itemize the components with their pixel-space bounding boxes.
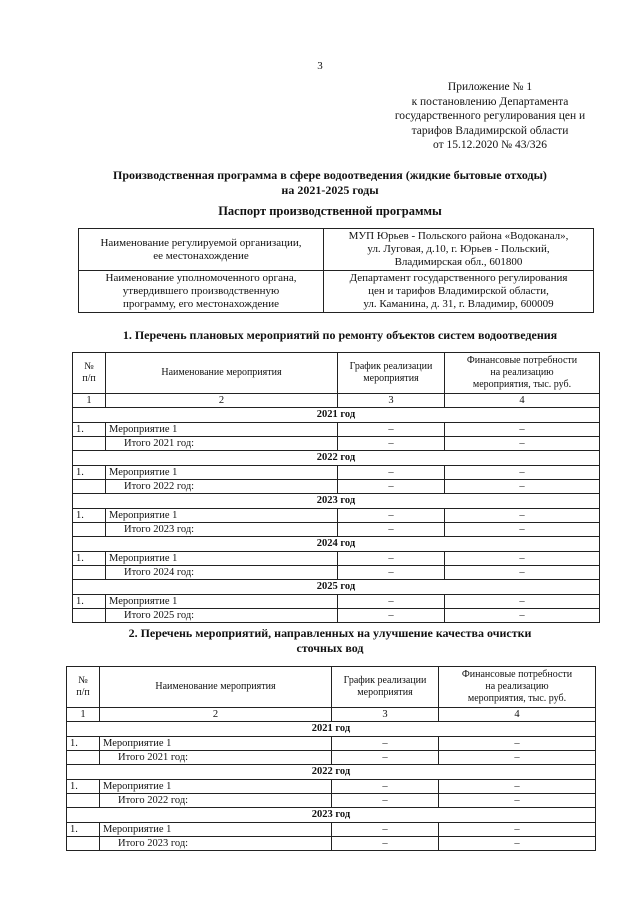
cell-text: Итого 2025 год: bbox=[106, 609, 338, 623]
cell-text: Итого 2021 год: bbox=[106, 437, 338, 451]
cell-text: 4 bbox=[445, 394, 600, 408]
section1-title: 1. Перечень плановых мероприятий по ремонту объектов систем водоотведения bbox=[122, 328, 558, 342]
cell-text: Финансовые потребности bbox=[466, 355, 578, 366]
total-row bbox=[73, 480, 600, 494]
table-row bbox=[67, 737, 596, 751]
cell-text: – bbox=[445, 523, 600, 537]
section2-title-line: 2. Перечень мероприятий, направленных на улучшение качества очистки bbox=[128, 626, 532, 640]
cell-text: п/п bbox=[82, 373, 96, 384]
year-row bbox=[73, 537, 600, 552]
cell-text: Мероприятие 1 bbox=[100, 737, 332, 751]
cell-text: – bbox=[338, 423, 445, 437]
passport-table bbox=[78, 228, 594, 313]
cell-text: – bbox=[338, 437, 445, 451]
table-index-row bbox=[73, 394, 600, 408]
table-index-row bbox=[67, 708, 596, 722]
cell-text: Финансовые потребности bbox=[461, 669, 573, 680]
cell-text: Мероприятие 1 bbox=[106, 509, 338, 523]
table-row bbox=[67, 823, 596, 837]
total-row bbox=[67, 837, 596, 851]
cell-text: 4 bbox=[439, 708, 596, 722]
total-row bbox=[67, 751, 596, 765]
total-row bbox=[73, 566, 600, 580]
header-finance bbox=[445, 353, 600, 394]
cell-text: График реализации bbox=[349, 361, 433, 372]
cell-text: утвердившего производственную bbox=[122, 285, 280, 297]
program-title-line: на 2021-2025 годы bbox=[281, 182, 379, 197]
section2-title bbox=[80, 626, 580, 655]
cell-text: Мероприятие 1 bbox=[100, 823, 332, 837]
header-name: Наименование мероприятия bbox=[106, 353, 338, 394]
cell-text: Итого 2022 год: bbox=[100, 794, 332, 808]
cell-text: 2 bbox=[100, 708, 332, 722]
cell-text: ее местонахождение bbox=[153, 249, 249, 262]
cell-text: – bbox=[445, 423, 600, 437]
cell-text: – bbox=[338, 466, 445, 480]
cell-text: – bbox=[439, 751, 596, 765]
cell-text: мероприятия bbox=[363, 373, 419, 384]
year-row bbox=[73, 494, 600, 509]
cell-text: – bbox=[338, 509, 445, 523]
cell-text: 1. bbox=[73, 595, 106, 609]
cell-text: – bbox=[439, 780, 596, 794]
table-row bbox=[67, 780, 596, 794]
cell-text: – bbox=[445, 480, 600, 494]
appendix-line: тарифов Владимирской области bbox=[411, 124, 569, 137]
cell-text: Владимирская обл., 601800 bbox=[394, 256, 523, 268]
total-row bbox=[73, 523, 600, 537]
cell-text: Итого 2022 год: bbox=[106, 480, 338, 494]
cell-text: Наименование регулируемой организации, bbox=[100, 236, 302, 249]
table-row bbox=[73, 423, 600, 437]
cell-text: – bbox=[338, 480, 445, 494]
cell-text: График реализации bbox=[343, 675, 427, 686]
passport-label-cell bbox=[79, 229, 324, 271]
cell-text: мероприятия, тыс. руб. bbox=[472, 379, 572, 390]
cell-text: Департамент государственного регулирования bbox=[349, 272, 568, 284]
cell-text: Итого 2023 год: bbox=[100, 837, 332, 851]
cell-text: на реализацию bbox=[485, 681, 549, 692]
cell-text: 3 bbox=[338, 394, 445, 408]
year-row bbox=[67, 808, 596, 823]
cell-text: 2 bbox=[106, 394, 338, 408]
table-row bbox=[73, 466, 600, 480]
cell-text: программу, его местонахождение bbox=[123, 298, 279, 310]
cell-text: – bbox=[445, 509, 600, 523]
cell-text: – bbox=[332, 837, 439, 851]
cell-text: Мероприятие 1 bbox=[106, 423, 338, 437]
cell-text: – bbox=[445, 437, 600, 451]
table-cell bbox=[73, 437, 106, 451]
cell-text: Мероприятие 1 bbox=[106, 466, 338, 480]
cell-text: Итого 2023 год: bbox=[106, 523, 338, 537]
cell-text: – bbox=[332, 737, 439, 751]
header-finance bbox=[439, 667, 596, 708]
cell-text: Итого 2021 год: bbox=[100, 751, 332, 765]
year-row bbox=[73, 580, 600, 595]
treatment-measures-table bbox=[66, 666, 596, 851]
table-cell bbox=[67, 794, 100, 808]
cell-text: – bbox=[338, 609, 445, 623]
cell-text: ул. Луговая, д.10, г. Юрьев - Польский, bbox=[367, 243, 550, 255]
table-row bbox=[73, 552, 600, 566]
cell-text: 1. bbox=[73, 423, 106, 437]
cell-text: мероприятия bbox=[357, 687, 413, 698]
header-name: Наименование мероприятия bbox=[100, 667, 332, 708]
passport-value-cell bbox=[324, 271, 594, 313]
appendix-line: государственного регулирования цен и bbox=[394, 110, 586, 122]
cell-text: – bbox=[445, 609, 600, 623]
year-row bbox=[73, 408, 600, 423]
table-row bbox=[73, 595, 600, 609]
cell-text: п/п bbox=[76, 687, 90, 698]
header-schedule bbox=[332, 667, 439, 708]
cell-text: 1. bbox=[67, 823, 100, 837]
table-cell bbox=[73, 609, 106, 623]
cell-text: – bbox=[445, 566, 600, 580]
cell-text: 1. bbox=[67, 737, 100, 751]
year-row bbox=[73, 451, 600, 466]
cell-text: 2024 год bbox=[73, 537, 600, 552]
appendix-line: от 15.12.2020 № 43/326 bbox=[433, 139, 547, 151]
table-cell bbox=[67, 751, 100, 765]
cell-text: цен и тарифов Владимирской области, bbox=[368, 285, 549, 297]
header-num bbox=[67, 667, 100, 708]
cell-text: – bbox=[445, 466, 600, 480]
header-schedule bbox=[338, 353, 445, 394]
cell-text: Мероприятие 1 bbox=[106, 552, 338, 566]
cell-text: – bbox=[338, 523, 445, 537]
appendix-line: к постановлению Департамента bbox=[411, 95, 569, 108]
program-title bbox=[80, 168, 580, 197]
cell-text: № bbox=[84, 361, 94, 372]
total-row bbox=[73, 609, 600, 623]
cell-text: 1 bbox=[67, 708, 100, 722]
table-header-row bbox=[67, 667, 596, 708]
cell-text: 1. bbox=[73, 509, 106, 523]
total-row bbox=[73, 437, 600, 451]
table-row bbox=[73, 509, 600, 523]
cell-text: – bbox=[439, 794, 596, 808]
section2-title-line: сточных вод bbox=[296, 640, 364, 655]
cell-text: 3 bbox=[332, 708, 439, 722]
cell-text: – bbox=[332, 794, 439, 808]
appendix-line: Приложение № 1 bbox=[447, 81, 533, 93]
cell-text: – bbox=[439, 737, 596, 751]
table-cell bbox=[73, 566, 106, 580]
cell-text: 1. bbox=[67, 780, 100, 794]
passport-label-cell bbox=[79, 271, 324, 313]
cell-text: 2021 год bbox=[73, 408, 600, 423]
cell-text: 2025 год bbox=[73, 580, 600, 595]
cell-text: 2022 год bbox=[67, 765, 596, 780]
header-num bbox=[73, 353, 106, 394]
appendix-block bbox=[375, 80, 605, 153]
cell-text: 1. bbox=[73, 466, 106, 480]
cell-text: № bbox=[78, 675, 88, 686]
cell-text: – bbox=[445, 595, 600, 609]
cell-text: ул. Каманина, д. 31, г. Владимир, 600009 bbox=[363, 298, 554, 310]
table-cell bbox=[73, 480, 106, 494]
cell-text: – bbox=[332, 780, 439, 794]
passport-value-cell bbox=[324, 229, 594, 271]
passport-title: Паспорт производственной программы bbox=[218, 204, 442, 218]
table-cell bbox=[73, 523, 106, 537]
year-row bbox=[67, 765, 596, 780]
cell-text: мероприятия, тыс. руб. bbox=[467, 693, 567, 704]
cell-text: МУП Юрьев - Польского района «Водоканал», bbox=[348, 230, 569, 242]
program-title-line: Производственная программа в сфере водоотведения (жидкие бытовые отходы) bbox=[113, 168, 547, 182]
cell-text: Мероприятие 1 bbox=[100, 780, 332, 794]
table-cell bbox=[67, 837, 100, 851]
total-row bbox=[67, 794, 596, 808]
cell-text: на реализацию bbox=[490, 367, 554, 378]
cell-text: 2022 год bbox=[73, 451, 600, 466]
cell-text: 2023 год bbox=[73, 494, 600, 509]
cell-text: Мероприятие 1 bbox=[106, 595, 338, 609]
cell-text: – bbox=[332, 751, 439, 765]
cell-text: 1 bbox=[73, 394, 106, 408]
cell-text: 1. bbox=[73, 552, 106, 566]
cell-text: 2023 год bbox=[67, 808, 596, 823]
page-number: 3 bbox=[317, 60, 323, 72]
cell-text: – bbox=[338, 595, 445, 609]
year-row bbox=[67, 722, 596, 737]
repair-measures-table bbox=[72, 352, 600, 623]
cell-text: – bbox=[332, 823, 439, 837]
cell-text: – bbox=[439, 823, 596, 837]
cell-text: Наименование уполномоченного органа, bbox=[105, 272, 297, 284]
table-header-row bbox=[73, 353, 600, 394]
cell-text: – bbox=[338, 552, 445, 566]
cell-text: Итого 2024 год: bbox=[106, 566, 338, 580]
cell-text: – bbox=[439, 837, 596, 851]
cell-text: – bbox=[445, 552, 600, 566]
table-row bbox=[79, 271, 594, 313]
cell-text: – bbox=[338, 566, 445, 580]
table-row bbox=[79, 229, 594, 271]
cell-text: 2021 год bbox=[67, 722, 596, 737]
